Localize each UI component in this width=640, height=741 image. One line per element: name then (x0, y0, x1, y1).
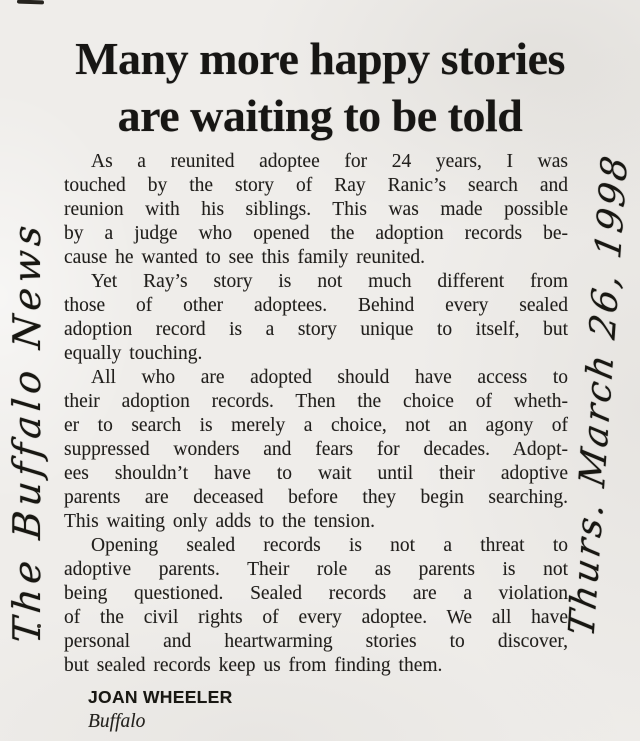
signature-location: Buffalo (88, 711, 146, 732)
article-paragraph (64, 366, 568, 534)
article-body (64, 150, 568, 734)
article-text-line: their adoption records. Then the choice of wheth- (64, 391, 568, 412)
headline-line-1: Many more happy stories (75, 33, 565, 84)
article-text-line: personal and heartwarming stories to discover, (64, 631, 568, 652)
article-text-line: ees shouldn’t have to wait until their adoptive (64, 463, 568, 484)
article-text-line: equally touching. (64, 343, 203, 364)
article-text-line: adoptive parents. Their role as parents is not (64, 559, 568, 580)
article-text-line: reunion with his siblings. This was made possible (64, 199, 568, 220)
scan-artifact-mark (17, 0, 44, 4)
headline-line-2: are waiting to be told (117, 90, 523, 141)
article-paragraph (64, 150, 568, 270)
article-text-line: of the civil rights of every adoptee. We all have (64, 607, 568, 628)
article-headline (40, 30, 600, 144)
article-text-line: parents are deceased before they begin searching. (64, 487, 568, 508)
article-text-line: being questioned. Sealed records are a violation (64, 583, 568, 604)
article-text-line: by a judge who opened the adoption records be- (64, 223, 568, 244)
article-text-line: touched by the story of Ray Ranic’s search and (64, 175, 568, 196)
article-text-line: As a reunited adoptee for 24 years, I was (91, 151, 568, 172)
article-text-line: cause he wanted to see this family reunited. (64, 247, 426, 268)
handwritten-note-source: The Buffalo News (5, 218, 49, 646)
article-text-line: suppressed wonders and fears for decades. Adopt- (64, 439, 568, 460)
article-text-line: Yet Ray’s story is not much different from (91, 271, 568, 292)
article-text-line: but sealed records keep us from finding them. (64, 655, 443, 676)
letter-signature (64, 686, 568, 734)
article-text-line: those of other adoptees. Behind every sealed (64, 295, 568, 316)
article-text-line: er to search is merely a choice, not an agony of (64, 415, 568, 436)
handwritten-note-date: Thurs. March 26, 1998 (561, 149, 637, 641)
signature-name: JOAN WHEELER (88, 687, 233, 707)
article-text-line: This waiting only adds to the tension. (64, 511, 376, 532)
article-text-line: All who are adopted should have access to (91, 367, 568, 388)
article-paragraph (64, 270, 568, 366)
article-text-line: adoption record is a story unique to itself, but (64, 319, 568, 340)
article-paragraph (64, 534, 568, 678)
article-text-line: Opening sealed records is not a threat to (91, 535, 568, 556)
